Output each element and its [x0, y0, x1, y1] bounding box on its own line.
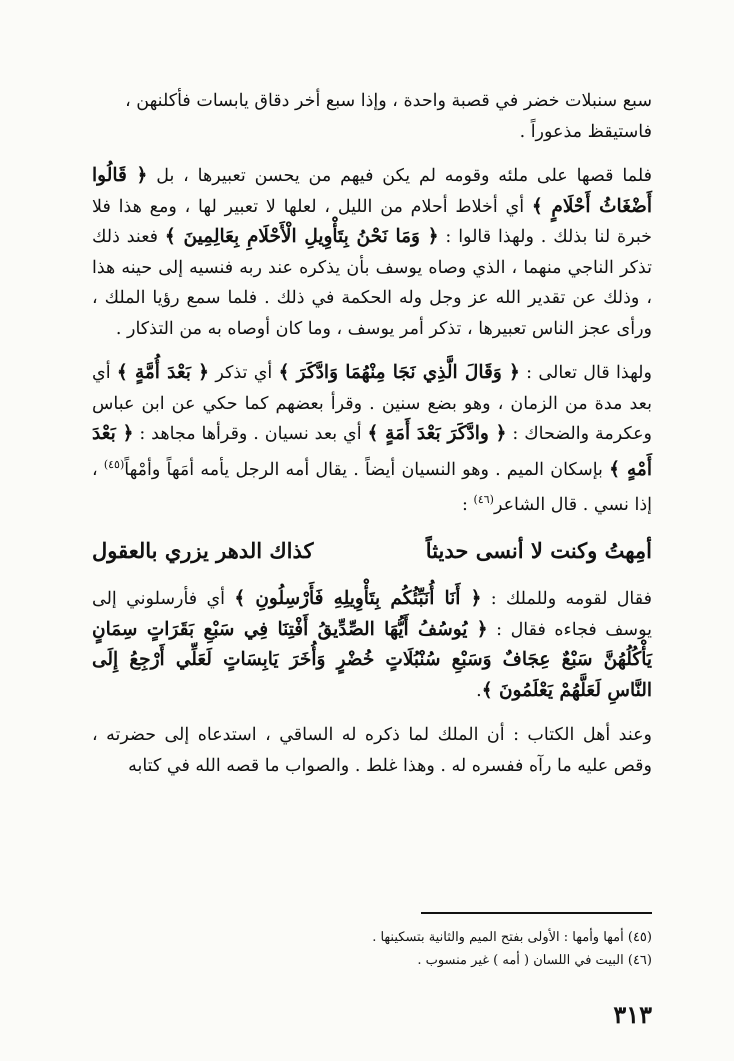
footnote-ref-45[interactable]: (٤٥): [103, 457, 125, 471]
quran-quote: ﴿ بَعْدَ أَمْهٍ ﴾: [92, 423, 652, 480]
quran-quote: ﴿ وَمَا نَحْنُ بِتَأْوِيلِ الْأَحْلَامِ بِعَالِمِينَ ﴾: [164, 226, 439, 247]
p3-text-1: ولهذا قال تعالى :: [526, 363, 652, 383]
quran-quote: ﴿ قَالُوا أَضْغَاثُ أَحْلَامٍ ﴾: [92, 165, 652, 217]
verse-hemistich-1: أمِهتُ وكنت لا أنسى حديثاً: [425, 538, 652, 564]
quran-quote: ﴿ بَعْدَ أُمَّةٍ ﴾: [116, 362, 209, 383]
p4-text-3: .: [476, 680, 482, 701]
p3-text-7: :: [462, 494, 468, 515]
p1-line1: سبع سنبلات خضر في قصبة واحدة ، وإذا سبع أخر دقاق يابسات فأكلنهن ،: [125, 91, 652, 111]
paragraph-3: [92, 358, 652, 520]
paragraph-2: [92, 161, 652, 344]
p3-text-6: ، إذا نسي . قال الشاعر: [92, 459, 652, 515]
footnote-ref-46[interactable]: (٤٦): [473, 492, 494, 506]
p2-text-1: فلما قصها على ملئه وقومه لم يكن فيهم من يحسن تعبيرها ، بل: [156, 166, 652, 186]
page-number: ٣١٣: [613, 1000, 652, 1029]
p1-line2: فاستيقظ مذعوراً .: [519, 121, 652, 142]
paragraph-1: [92, 86, 652, 147]
poetry-verse: [92, 534, 652, 568]
footnote-46: (٤٦) البيت في اللسان ( أمه ) غير منسوب .: [417, 953, 652, 968]
paragraph-4: [92, 584, 652, 706]
verse-hemistich-2: كذاك الدهر يزري بالعقول: [92, 538, 314, 564]
quran-quote: ﴿ يُوسُفُ أَيُّهَا الصِّدِّيقُ أَفْتِنَا فِي سَبْعِ بَقَرَاتٍ سِمَانٍ يَأْكُلُهُنَّ سَبْعٌ عِجَافٌ وَسَبْعِ سُنْبُلَاتٍ خُضْرٍ وَأُخَرَ يَابِسَاتٍ لَعَلِّي أَرْجِعُ إِلَى النَّاسِ لَعَلَّهُمْ يَعْلَمُونَ ﴾: [92, 618, 652, 701]
page-body: [92, 86, 652, 795]
p2-text-3: فعند ذلك تذكر الناجي منهما ، الذي وصاه يوسف بأن يذكره عند ربه فنسيه إلى حينه هذا ، وذلك عن تقدير الله عز وجل وله الحكمة في ذلك . فلما سمع رؤيا الملك ، ورأى عجز الناس تعبيرها ، تذكر أمر يوسف ، وما كان أوصاه به من التذكار .: [92, 227, 652, 339]
p3-text-2: أي تذكر: [215, 363, 273, 383]
p5-text: وعند أهل الكتاب : أن الملك لما ذكره له الساقي ، استدعاه إلى حضرته ، وقص عليه ما رآه ففسره له . وهذا غلط . والصواب ما قصه الله في كتابه: [92, 725, 652, 776]
quran-quote: ﴿ أَنَا أُنَبِّئُكُم بِتَأْوِيلِهِ فَأَرْسِلُونِ ﴾: [234, 588, 482, 610]
p4-text-1: فقال لقومه وللملك :: [490, 589, 652, 610]
p3-text-3: أي بعد مدة من الزمان ، وهو بضع سنين . وقرأ بعضهم كما حكي عن ابن عباس وعكرمة والضحاك :: [92, 363, 652, 444]
p3-text-4: أي بعد نسيان . وقرأها مجاهد :: [139, 424, 362, 444]
paragraph-5: [92, 720, 652, 781]
quran-quote: ﴿ وادَّكَرَ بَعْدَ أَمَةٍ ﴾: [367, 423, 507, 444]
p4-text-2: أي فأرسلوني إلى يوسف فجاءه فقال :: [92, 589, 652, 640]
footnote-separator: [421, 912, 652, 914]
p2-text-2: أي أخلاط أحلام من الليل ، لعلها لا تعبير لها ، ومع هذا فلا خبرة لنا بذلك . ولهذا قالوا :: [92, 196, 652, 247]
footnote-45: (٤٥) أمها وأمها : الأولى بفتح الميم والثانية بتسكينها .: [372, 930, 652, 945]
p3-text-5: بإسكان الميم . وهو النسيان أيضاً . يقال أمه الرجل يأمه أمَهاً وأمْهاً: [124, 459, 603, 480]
quran-quote: ﴿ وَقَالَ الَّذِي نَجَا مِنْهُمَا وَادَّكَرَ ﴾: [278, 362, 520, 383]
